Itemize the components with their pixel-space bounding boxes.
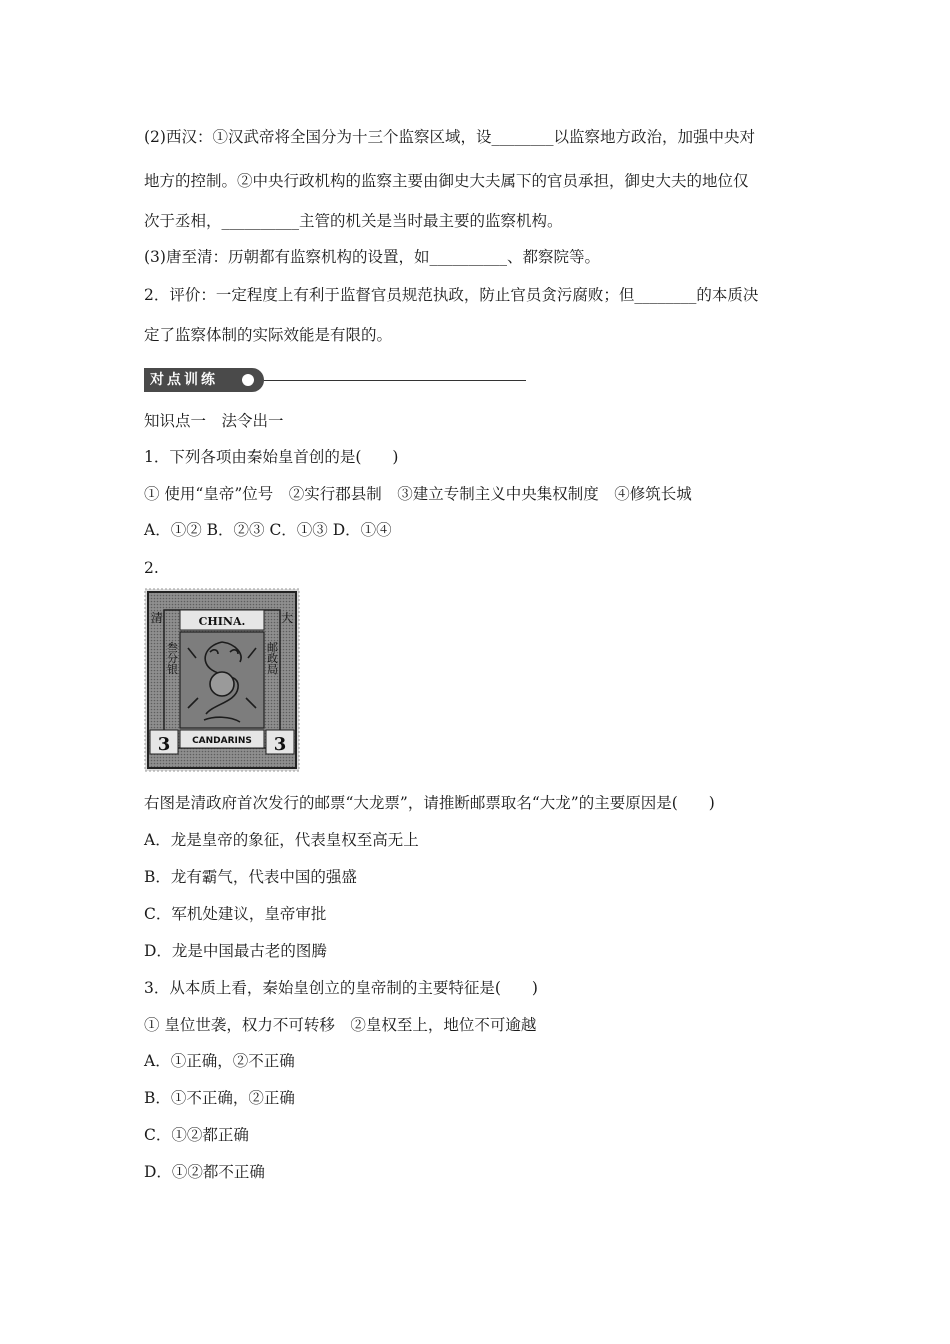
note-line-6: 定了监察体制的实际效能是有限的。 <box>144 326 393 344</box>
q2-option-a: A．龙是皇帝的象征，代表皇权至高无上 <box>144 831 419 849</box>
q3-option-a: A．①正确，②不正确 <box>144 1052 295 1070</box>
stamp-left-column: 叁分银 <box>165 641 179 675</box>
q2-option-b: B．龙有霸气，代表中国的强盛 <box>144 868 357 886</box>
q3-items: ① 皇位世袭，权力不可转移 ②皇权至上，地位不可逾越 <box>144 1016 537 1034</box>
stamp-right-column: 邮政局 <box>265 641 279 675</box>
dragon-stamp-image <box>144 588 300 772</box>
q1-stem: 1．下列各项由秦始皇首创的是( ) <box>144 448 399 466</box>
note-line-4: (3)唐至清：历朝都有监察机构的设置，如__________、都察院等。 <box>144 248 600 266</box>
note-line-1: (2)西汉：①汉武帝将全国分为十三个监察区域，设________以监察地方政治，加强中央对 <box>144 128 755 146</box>
q2-option-d: D．龙是中国最古老的图腾 <box>144 942 327 960</box>
stamp-char-top-left: 清 <box>150 611 164 625</box>
knowledge-point-title: 知识点一 法令出一 <box>144 412 284 430</box>
stamp-top-text: CHINA. <box>198 615 246 628</box>
bullet-icon <box>242 374 254 386</box>
stamp-value-left: 3 <box>157 734 171 755</box>
section-header <box>144 368 526 392</box>
q1-options: A．①② B．②③ C．①③ D．①④ <box>144 521 392 539</box>
note-line-5: 2．评价：一定程度上有利于监督官员规范执政，防止官员贪污腐败；但________的本质决 <box>144 286 759 304</box>
q3-option-d: D．①②都不正确 <box>144 1163 265 1181</box>
note-line-2: 地方的控制。②中央行政机构的监察主要由御史大夫属下的官员承担，御史大夫的地位仅 <box>144 172 749 190</box>
stamp-bottom-text: CANDARINS <box>192 736 252 746</box>
section-divider <box>264 380 526 381</box>
q2-number: 2. <box>144 559 159 577</box>
stamp-char-top-right: 大 <box>280 611 294 625</box>
q3-option-b: B．①不正确，②正确 <box>144 1089 295 1107</box>
q2-stem: 右图是清政府首次发行的邮票“大龙票”，请推断邮票取名“大龙”的主要原因是( ) <box>144 794 715 812</box>
q3-option-c: C．①②都正确 <box>144 1126 249 1144</box>
q2-option-c: C．军机处建议，皇帝审批 <box>144 905 327 923</box>
q3-stem: 3．从本质上看，秦始皇创立的皇帝制的主要特征是( ) <box>144 979 538 997</box>
stamp-value-right: 3 <box>273 734 287 755</box>
note-line-3: 次于丞相，__________主管的机关是当时最主要的监察机构。 <box>144 212 563 230</box>
q1-items: ① 使用“皇帝”位号 ②实行郡县制 ③建立专制主义中央集权制度 ④修筑长城 <box>144 485 692 503</box>
section-title: 对点训练 <box>144 368 264 392</box>
